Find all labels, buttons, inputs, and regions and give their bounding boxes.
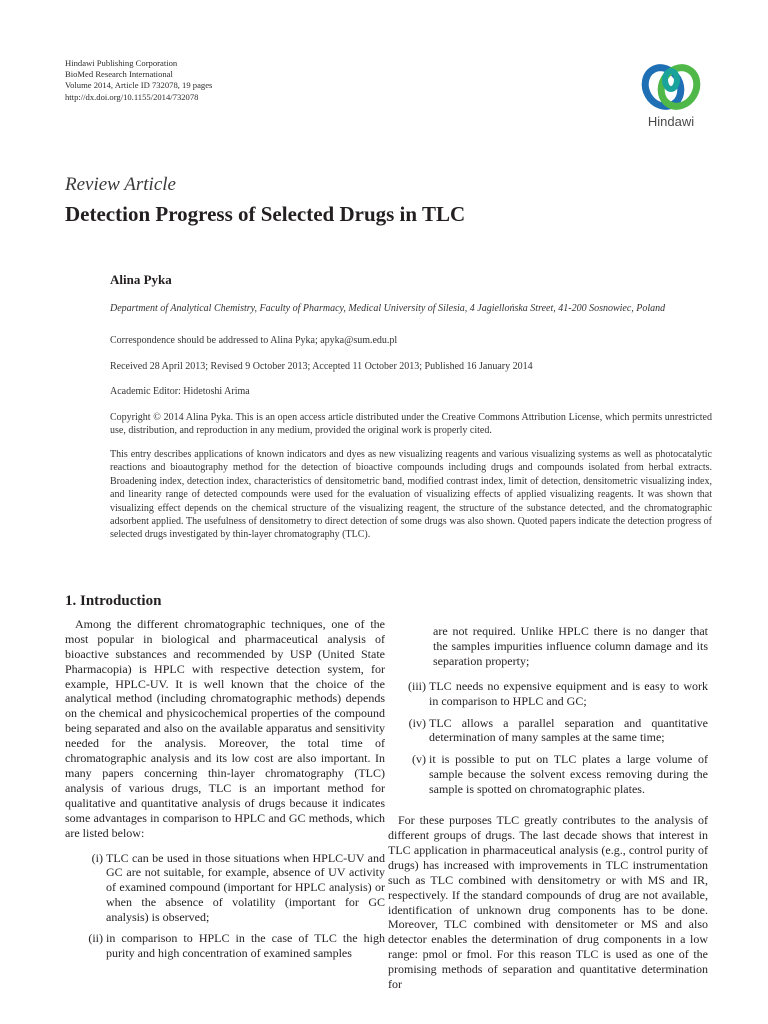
- journal-name: BioMed Research International: [65, 69, 173, 80]
- list-marker: (iii): [408, 678, 426, 693]
- author-name: Alina Pyka: [110, 272, 172, 287]
- correspondence-note: Correspondence should be addressed to Alina Pyka; apyka@sum.edu.pl: [110, 335, 398, 346]
- doi-link[interactable]: http://dx.doi.org/10.1155/2014/732078: [65, 91, 199, 102]
- publisher-name: Hindawi Publishing Corporation: [65, 58, 178, 68]
- publication-dates: Received 28 April 2013; Revised 9 October 2013; Accepted 11 October 2013; Published 16 January 2014: [110, 361, 533, 372]
- hindawi-logo: [633, 60, 709, 134]
- list-item: [388, 716, 708, 746]
- advantages-list: [65, 851, 385, 961]
- list-item: [388, 679, 708, 709]
- list-marker: (ii): [88, 931, 103, 946]
- section-heading-introduction: 1. Introduction: [65, 593, 162, 609]
- list-item-continuation: [388, 624, 708, 669]
- list-marker: (i): [91, 850, 103, 865]
- list-item: [65, 931, 385, 961]
- article-type: Review Article: [65, 174, 176, 195]
- intro-paragraph-2: For these purposes TLC greatly contributes to the analysis of different groups of drugs. The last decade shows that interest in TLC application in pharmaceutical analysis (e.g., control purity of drugs) has increased with improvements in TLC instrumentation such as TLC combined with densitometry or with MS and IR, respectively. If the standard compounds of drug are not available, identification of unknown drug components has to be done. Moreover, TLC combined with densitometer or MS and also detector enables the determination of drug components in a low range: pmol or fmol. For this reason TLC is used as one of the promising methods of separation and quantitative determination for: [388, 813, 708, 992]
- author-affiliation: Department of Analytical Chemistry, Faculty of Pharmacy, Medical University of Silesia, 4 Jagiellońska Street, 41-200 Sosnowiec, Poland: [110, 303, 666, 314]
- list-item-text: TLC can be used in those situations when HPLC-UV and GC are not suitable, for example, absence of UV activity of examined compound (important for HPLC analysis) or when the absence of volatility (important for GC analysis) is observed;: [106, 850, 385, 925]
- academic-editor: Academic Editor: Hidetoshi Arima: [110, 386, 250, 397]
- copyright-notice: Copyright © 2014 Alina Pyka. This is an open access article distributed under the Creative Commons Attribution License, which permits unrestricted use, distribution, and reproduction in any medium, provided the original work is properly cited.: [110, 412, 712, 436]
- abstract: This entry describes applications of known indicators and dyes as new visualizing reagents and various visualizing systems as well as photocatalytic reactions and bioautography method for the detection of bioactive compounds including drugs and compounds isolated from herbal extracts. Broadening index, detection index, characteristics of densitometric band, modified contrast index, limit of detection, densitometric visualizing index, and linearity range of detected compounds were used for the evaluation of visualizing effects of applied visualizing reagents. It was shown that visualizing effect depends on the chemical structure of the visualizing reagent, the structure of the substance detected, and the chromatographic adsorbent applied. The usefulness of densitometry to direct detection of some drugs was also shown. Quoted papers indicate the detection progress of selected drugs investigated by thin-layer chromatography (TLC).: [110, 449, 712, 541]
- list-item-text: TLC allows a parallel separation and quantitative determination of many samples at the same time;: [429, 715, 708, 745]
- intro-paragraph-1: Among the different chromatographic techniques, one of the most popular in biological and pharmaceutical analysis of bioactive substances and recommended by USP (United State Pharmacopia) is HPLC with respective detection system, for example, HPLC-UV. It is well known that the choice of the analytical method (including chromatographic methods) depends on the chemical and physicochemical properties of the compound being separated and also on the available apparatus and sensitivity needed for the analysis. Moreover, the total time of chromatographic analysis and its low cost are also important. In many papers concerning thin-layer chromatography (TLC) analysis of various drugs, TLC is an important method for qualitative and quantitative analysis of drugs because it indicates some advantages in comparison to HPLC and GC methods, which are listed below:: [65, 616, 385, 840]
- list-item-text: it is possible to put on TLC plates a large volume of sample because the solvent excess removing during the sample is spotted on chromatographic plates.: [429, 752, 708, 797]
- hindawi-logo-text: Hindawi: [647, 114, 695, 129]
- list-marker: (v): [412, 752, 426, 767]
- list-item: [388, 752, 708, 797]
- list-item-text: in comparison to HPLC in the case of TLC the high purity and high concentration of examined samples: [106, 931, 385, 960]
- list-item-text: are not required. Unlike HPLC there is no danger that the samples impurities influence column damage and its separation property;: [433, 624, 708, 668]
- volume-info: Volume 2014, Article ID 732078, 19 pages: [65, 80, 213, 91]
- journal-header: [65, 58, 212, 103]
- right-column: [388, 624, 708, 992]
- left-column: [65, 594, 385, 967]
- list-marker: (iv): [408, 715, 426, 730]
- list-item: [65, 851, 385, 926]
- advantages-list-continued: [388, 624, 708, 797]
- article-title: Detection Progress of Selected Drugs in TLC: [65, 202, 466, 226]
- hindawi-rings-icon: [633, 60, 709, 114]
- list-item-text: TLC needs no expensive equipment and is easy to work in comparison to HPLC and GC;: [429, 678, 708, 708]
